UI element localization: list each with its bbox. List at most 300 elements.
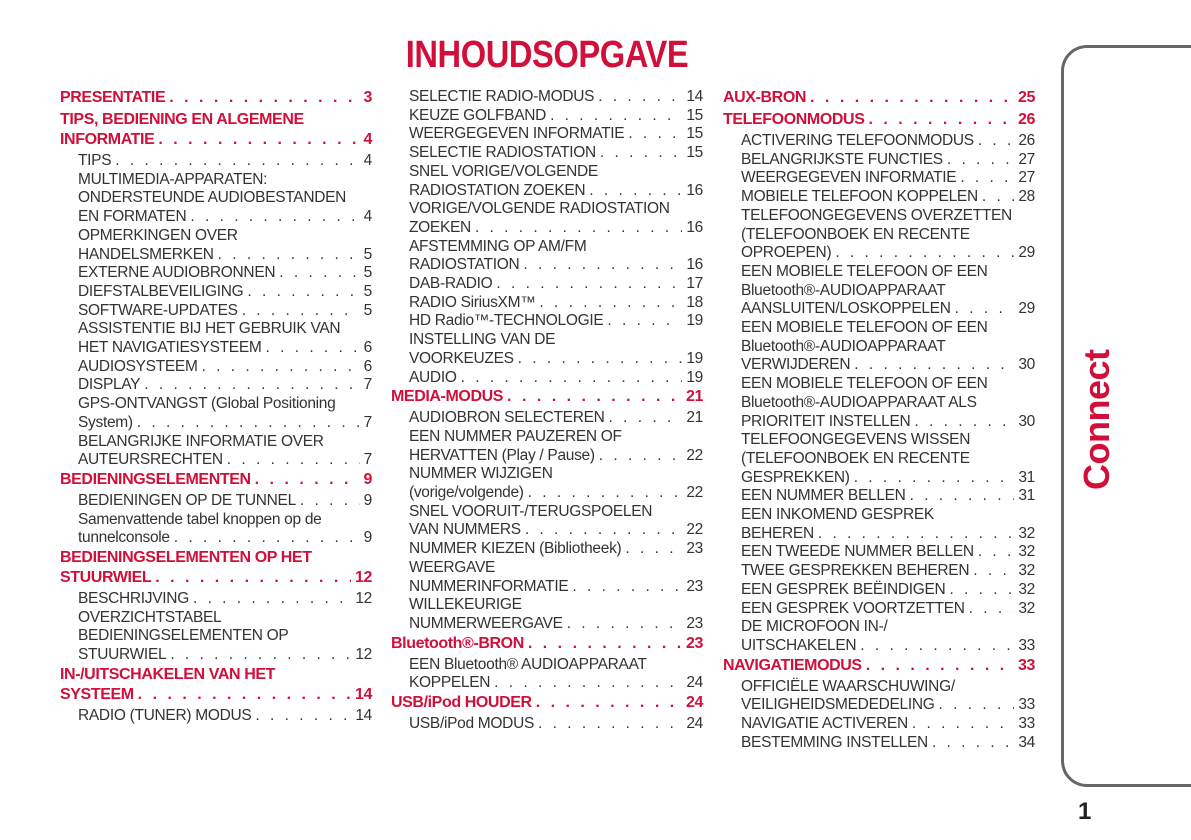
toc-entry-text: BEDIENINGSELEMENTEN OP [78,627,289,645]
toc-entry[interactable] [78,511,372,548]
toc-entry-page: 15 [686,125,703,143]
toc-entry-page: 32 [1018,599,1035,617]
toc-entry-line [78,358,372,377]
toc-entry-text: GESPREKKEN) [741,468,850,486]
leader-dots [169,88,359,108]
toc-entry-line [741,319,1035,338]
leader-dots [300,492,360,511]
toc-entry[interactable] [741,188,1035,207]
toc-entry-line [409,578,703,597]
toc-entry-text: OVERZICHTSTABEL [78,608,222,626]
leader-dots [218,246,360,265]
toc-entry[interactable] [78,590,372,609]
toc-entry-text: BESTEMMING INSTELLEN [741,733,928,751]
section-heading[interactable] [391,634,703,654]
toc-entry-line [741,696,1035,715]
toc-entry[interactable] [741,618,1035,655]
toc-entry[interactable] [409,312,703,331]
section-heading-text: TELEFOONMODUS [723,111,865,128]
leader-dots [550,107,682,126]
toc-entry-line [409,447,703,466]
section-heading-page: 21 [686,388,703,406]
toc-entry-text: VEILIGHEIDSMEDEDELING [741,696,935,714]
toc-entry-text: HET NAVIGATIESYSTEEM [78,339,262,357]
toc-entry-line [741,169,1035,188]
toc-entry-text: System) [78,413,133,431]
leader-dots [914,413,1014,432]
toc-entry[interactable] [409,715,703,734]
toc-entry-line [78,451,372,470]
toc-entry-line [409,484,703,503]
toc-entry-line [741,715,1035,734]
toc-section [391,693,703,734]
section-heading-text: TIPS, BEDIENING EN ALGEMENE [60,111,304,128]
toc-entry-line [741,637,1035,656]
section-items [60,590,372,665]
section-heading-text: BEDIENINGSELEMENTEN OP HET [60,549,312,567]
toc-entry-page: 19 [686,349,703,367]
toc-entry-line [741,300,1035,319]
toc-entry-page: 29 [1018,300,1035,318]
toc-entry-page: 30 [1018,356,1035,374]
toc-entry[interactable] [78,609,372,665]
leader-dots [523,256,682,275]
toc-entry[interactable] [78,283,372,302]
toc-entry-text: HERVATTEN (Play / Pause) [409,446,595,464]
toc-entry[interactable] [741,562,1035,581]
toc-entry-text: OPROEPEN) [741,244,832,262]
toc-entry-line [409,238,703,257]
toc-entry-text: tunnelconsole [78,529,170,547]
toc-section [60,548,372,665]
toc-entry[interactable] [741,715,1035,734]
toc-entry-line [78,627,372,646]
toc-entry[interactable] [409,144,703,163]
toc-entry[interactable] [78,433,372,470]
toc-entry-line [409,615,703,634]
toc-entry-line [409,200,703,219]
toc-entry-line [741,487,1035,506]
toc-entry-page: 4 [363,152,372,169]
leader-dots [810,88,1014,108]
toc-entry-line [741,600,1035,619]
leader-dots [538,715,682,734]
leader-dots [835,244,1014,263]
toc-entry[interactable] [741,151,1035,170]
toc-entry-line [409,256,703,275]
toc-entry-line [741,506,1035,525]
toc-entry-text: WEERGEGEVEN INFORMATIE [409,125,625,143]
toc-entry-line [409,163,703,182]
toc-entry-text: KOPPELEN [409,674,491,692]
toc-entry-line [78,376,372,395]
toc-entry[interactable] [409,503,703,540]
toc-entry-text: STUURWIEL [78,646,167,664]
toc-entry-text: VERWIJDEREN [741,356,851,374]
toc-column-3 [723,88,1035,753]
toc-entry-text: NUMMERINFORMATIE [409,577,569,595]
toc-entry[interactable] [409,331,703,368]
toc-entry-line [741,188,1035,207]
toc-entry[interactable] [409,596,703,633]
toc-entry[interactable] [409,88,703,107]
leader-dots [978,132,1015,151]
toc-entry-line [741,226,1035,245]
toc-entry-page: 6 [363,357,372,375]
toc-entry-text: DISPLAY [78,376,141,394]
section-items [723,678,1035,753]
toc-entry-page: 4 [363,208,372,226]
section-heading-line [391,634,703,654]
toc-entry[interactable] [78,395,372,432]
toc-entry-text: RADIOSTATION ZOEKEN [409,181,586,199]
leader-dots [818,525,1015,544]
toc-entry-text: MOBIELE TELEFOON KOPPELEN [741,188,978,206]
section-heading[interactable] [60,470,372,490]
toc-entry[interactable] [409,107,703,126]
leader-dots [202,358,360,377]
leader-dots [982,188,1014,207]
toc-section [391,387,703,633]
toc-entry-text: EEN Bluetooth® AUDIOAPPARAAT [409,655,647,673]
section-heading-line [60,568,372,588]
toc-entry[interactable] [741,678,1035,715]
toc-entry-text: EEN MOBIELE TELEFOON OF EEN [741,375,988,393]
leader-dots [599,447,683,466]
toc-entry-page: 16 [686,256,703,274]
toc-entry[interactable] [409,428,703,465]
toc-entry-page: 33 [1018,696,1035,714]
leader-dots [137,414,360,433]
toc-entry-page: 7 [363,376,372,394]
toc-entry[interactable] [78,707,372,726]
toc-entry-line [409,656,703,675]
leader-dots [494,674,682,693]
toc-entry-page: 33 [1018,715,1035,733]
toc-entry-text: DIEFSTALBEVEILIGING [78,282,244,300]
toc-entry-line [409,674,703,693]
section-heading[interactable] [391,693,703,713]
leader-dots [969,600,1015,619]
section-heading-line [60,88,372,108]
toc-entry-line [78,302,372,321]
toc-entry-line [741,581,1035,600]
section-heading-text: INFORMATIE [60,131,155,148]
toc-entry-line [409,312,703,331]
section-items [391,656,703,693]
toc-entry[interactable] [78,152,372,171]
toc-entry-text: Bluetooth®-AUDIOAPPARAAT [741,281,946,299]
toc-entry-page: 19 [686,312,703,330]
toc-entry-text: BELANGRIJKE INFORMATIE OVER [78,432,324,450]
toc-entry[interactable] [409,125,703,144]
toc-entry-page: 5 [363,282,372,300]
toc-entry[interactable] [741,581,1035,600]
toc-entry-page: 31 [1018,468,1035,486]
toc-entry-page: 26 [1018,132,1035,149]
leader-dots [115,152,359,171]
toc-entry-page: 12 [355,646,372,664]
toc-entry[interactable] [78,264,372,283]
toc-entry-line [741,525,1035,544]
section-heading-text: MEDIA-MODUS [391,388,504,406]
toc-entry[interactable] [409,540,703,559]
toc-entry[interactable] [409,163,703,200]
toc-section [60,110,372,470]
section-heading-text: AUX-BRON [723,89,807,106]
toc-entry-line [409,715,703,734]
toc-entry-text: SELECTIE RADIOSTATION [409,144,596,162]
toc-entry-line [741,469,1035,488]
toc-entry-line [409,559,703,578]
leader-dots [539,294,682,313]
toc-entry-page: 14 [686,88,703,105]
toc-entry-page: 22 [686,521,703,539]
toc-entry[interactable] [409,559,703,596]
toc-entry-page: 29 [1018,244,1035,262]
toc-entry-line [741,450,1035,469]
toc-entry[interactable] [409,294,703,313]
toc-entry-line [78,283,372,302]
toc-entry-text: HD Radio™-TECHNOLOGIE [409,312,604,330]
leader-dots [496,275,682,294]
toc-entry-line [741,562,1035,581]
toc-entry[interactable] [741,506,1035,543]
toc-entry-page: 12 [355,590,372,608]
toc-entry-text: VAN NUMMERS [409,521,521,539]
toc-entry-text: AFSTEMMING OP AM/FM [409,237,587,255]
toc-entry-line [78,707,372,726]
toc-entry-page: 6 [363,339,372,357]
toc-entry-line [741,132,1035,151]
section-items [60,707,372,726]
toc-entry-page: 28 [1018,188,1035,206]
section-heading[interactable] [723,88,1035,108]
toc-entry-text: RADIOSTATION [409,256,520,274]
leader-dots [607,312,682,331]
toc-entry-line [78,246,372,265]
leader-dots [255,470,360,490]
leader-dots [525,521,683,540]
leader-dots [932,734,1014,753]
section-heading[interactable] [391,387,703,407]
section-heading-page: 26 [1018,111,1035,128]
section-heading-text: IN-/UITSCHAKELEN VAN HET [60,665,275,683]
leader-dots [279,264,359,283]
section-heading[interactable] [723,110,1035,130]
toc-entry-line [741,356,1035,375]
section-heading-page: 33 [1018,656,1035,674]
section-items [60,152,372,470]
leader-dots [600,144,682,163]
toc-entry[interactable] [409,238,703,275]
leader-dots [866,656,1014,676]
toc-entry-line [78,189,372,208]
toc-entry-page: 21 [686,409,703,427]
leader-dots [507,387,682,407]
toc-entry-line [78,208,372,227]
toc-entry-line [741,394,1035,413]
toc-entry-text: NUMMERWEERGAVE [409,614,563,632]
toc-entry[interactable] [78,492,372,511]
toc-entry[interactable] [409,275,703,294]
toc-entry-page: 32 [1018,580,1035,598]
toc-section [723,656,1035,753]
section-heading[interactable] [60,88,372,108]
section-heading-line [60,470,372,490]
toc-entry-page: 27 [1018,150,1035,168]
toc-entry-page: 22 [686,446,703,464]
toc-entry-line [741,263,1035,282]
leader-dots [144,376,359,395]
leader-dots [854,469,1015,488]
leader-dots [939,696,1015,715]
toc-entry[interactable] [409,656,703,693]
toc-entry-line [78,433,372,452]
section-items [723,132,1035,656]
leader-dots [947,151,1015,170]
section-heading-text: PRESENTATIE [60,89,166,106]
toc-entry[interactable] [741,132,1035,151]
toc-entry-line [78,152,372,171]
section-heading[interactable] [60,110,372,150]
toc-entry-text: OPMERKINGEN OVER [78,226,238,244]
leader-dots [174,529,360,548]
toc-entry[interactable] [78,227,372,264]
toc-entry-line [741,543,1035,562]
section-items [60,492,372,548]
toc-entry[interactable] [78,358,372,377]
leader-dots [461,369,683,388]
toc-column-2 [391,88,703,734]
section-heading-line [60,130,372,150]
leader-dots [973,562,1014,581]
toc-entry-page: 27 [1018,169,1035,187]
toc-entry-text: Bluetooth®-AUDIOAPPARAAT [741,337,946,355]
toc-entry-line [409,596,703,615]
toc-entry-line [78,492,372,511]
toc-entry-page: 16 [686,218,703,236]
section-heading-line [391,387,703,407]
section-items [391,409,703,633]
toc-entry-line [78,590,372,609]
toc-entry[interactable] [409,465,703,502]
toc-entry-line [409,465,703,484]
toc-entry-text: TWEE GESPREKKEN BEHEREN [741,562,970,580]
toc-entry-text: WEERGEGEVEN INFORMATIE [741,169,957,187]
toc-entry[interactable] [741,543,1035,562]
toc-entry-line [741,431,1035,450]
toc-entry-line [409,369,703,388]
toc-entry-text: VOORKEUZES [409,349,514,367]
toc-entry-page: 23 [686,577,703,595]
toc-entry-page: 22 [686,484,703,502]
toc-entry-page: 34 [1018,733,1035,751]
leader-dots [193,590,351,609]
toc-entry-page: 5 [363,245,372,263]
toc-entry-text: WEERGAVE [409,558,496,576]
toc-entry[interactable] [78,376,372,395]
toc-entry-line [409,294,703,313]
section-heading-text: NAVIGATIEMODUS [723,656,862,674]
toc-entry-text: WILLEKEURIGE [409,596,522,614]
section-heading[interactable] [60,548,372,588]
toc-entry[interactable] [741,207,1035,263]
toc-entry-text: DAB-RADIO [409,275,493,293]
section-heading-line [723,110,1035,130]
toc-entry[interactable] [741,375,1035,431]
toc-entry[interactable] [741,734,1035,753]
section-heading-text: BEDIENINGSELEMENTEN [60,470,251,488]
toc-entry-page: 9 [363,491,372,509]
toc-entry-text: ACTIVERING TELEFOONMODUS [741,132,974,149]
toc-entry-text: BEDIENINGEN OP DE TUNNEL [78,491,296,509]
toc-entry[interactable] [409,409,703,428]
toc-entry[interactable] [741,431,1035,487]
toc-entry-line [78,171,372,190]
leader-dots [567,615,683,634]
toc-entry[interactable] [78,302,372,321]
toc-entry-text: AUTEURSRECHTEN [78,451,223,469]
toc-entry-text: EEN NUMMER PAUZEREN OF [409,427,622,445]
toc-entry-text: ASSISTENTIE BIJ HET GEBRUIK VAN [78,320,341,338]
toc-entry-text: (TELEFOONBOEK EN RECENTE [741,449,970,467]
leader-dots [518,350,683,369]
leader-dots [528,484,683,503]
toc-entry[interactable] [78,171,372,227]
toc-entry-line [78,264,372,283]
page-number: 1 [1078,798,1092,825]
section-heading-line [391,693,703,713]
toc-entry-line [78,529,372,548]
toc-entry-text: SELECTIE RADIO-MODUS [409,88,595,105]
section-heading[interactable] [723,656,1035,676]
leader-dots [255,707,351,726]
toc-entry[interactable] [741,600,1035,619]
toc-entry[interactable] [78,320,372,357]
toc-entry-page: 24 [686,674,703,692]
toc-entry[interactable] [741,487,1035,506]
toc-entry[interactable] [741,169,1035,188]
toc-entry-line [409,88,703,107]
toc-entry-line [409,428,703,447]
toc-entry-page: 23 [686,540,703,558]
leader-dots [475,219,682,238]
toc-entry-line [741,338,1035,357]
toc-entry-line [409,350,703,369]
toc-entry-line [741,375,1035,394]
section-heading-page: 24 [686,694,703,712]
page-title: INHOUDSOPGAVE [405,34,689,76]
toc-entry[interactable] [409,200,703,237]
toc-entry-text: BESCHRIJVING [78,590,189,608]
toc-entry-line [741,734,1035,753]
toc-section [60,470,372,548]
toc-entry-page: 32 [1018,543,1035,561]
toc-entry-line [409,107,703,126]
toc-entry-page: 33 [1018,636,1035,654]
toc-entry-page: 19 [686,368,703,386]
toc-entry-page: 23 [686,614,703,632]
section-heading-page: 23 [686,634,703,652]
toc-entry[interactable] [741,319,1035,375]
toc-entry[interactable] [409,369,703,388]
section-heading[interactable] [60,665,372,705]
toc-entry-page: 24 [686,715,703,733]
section-items [391,715,703,734]
leader-dots [978,543,1015,562]
toc-entry[interactable] [741,263,1035,319]
